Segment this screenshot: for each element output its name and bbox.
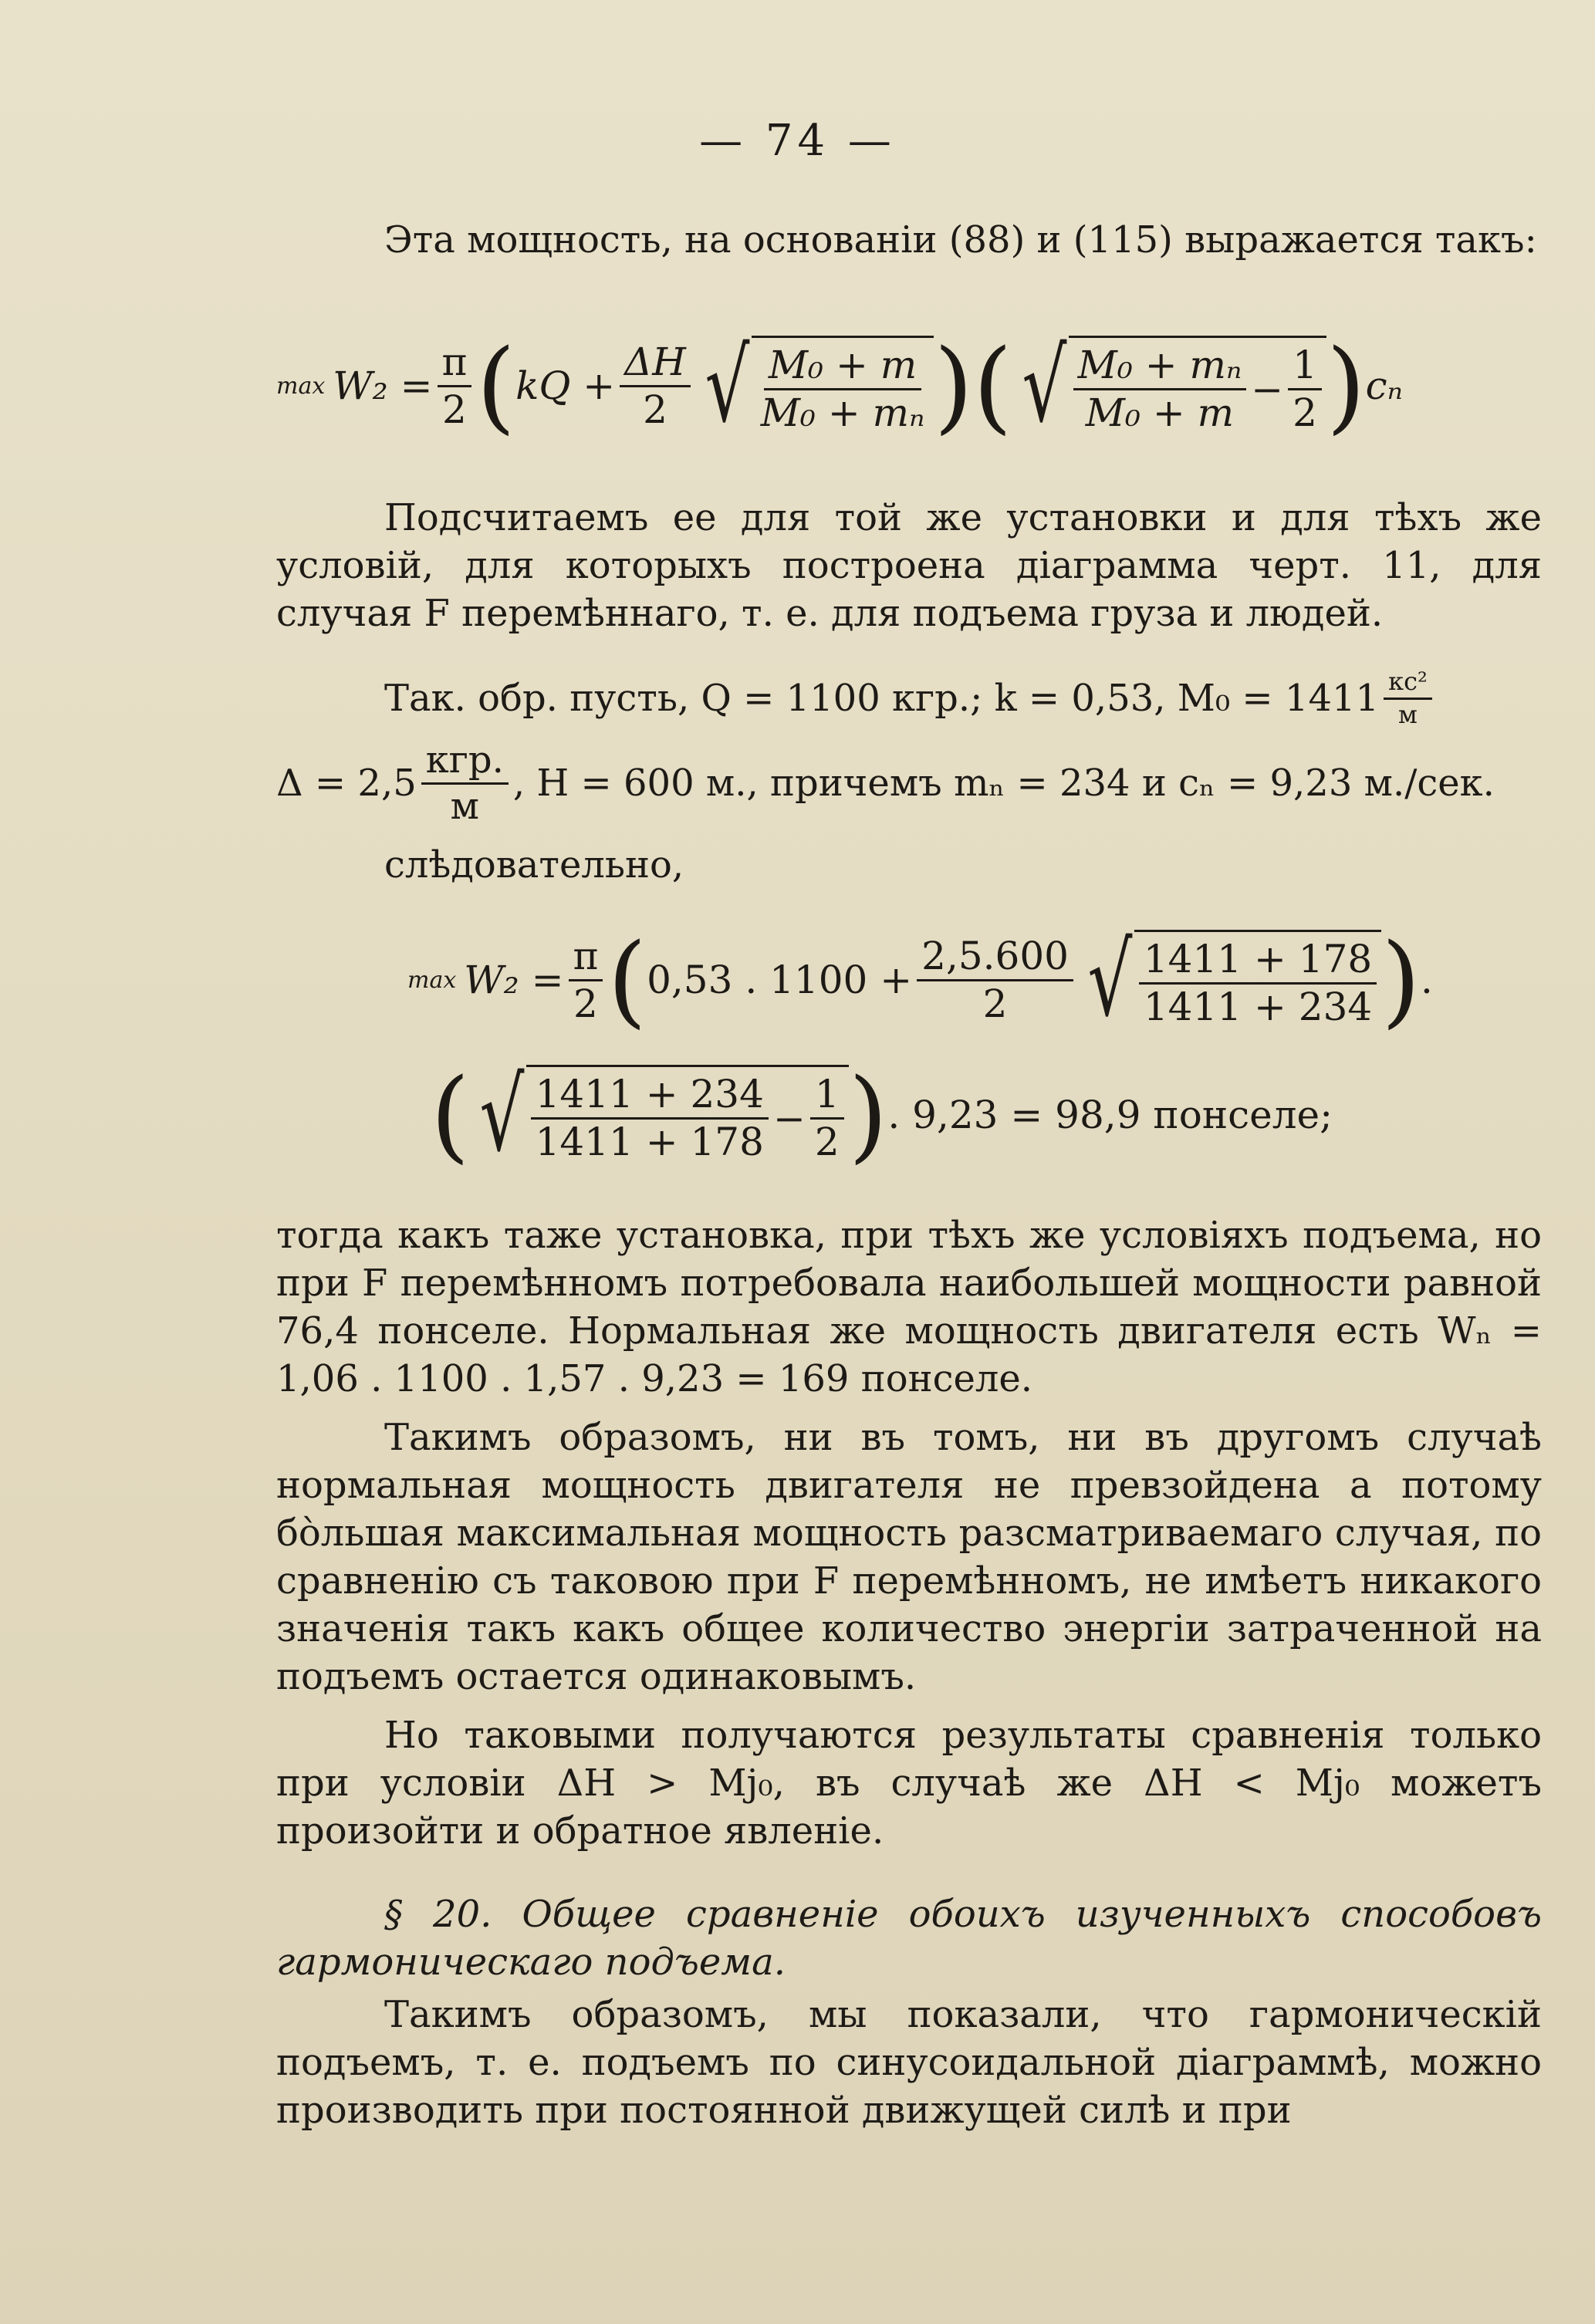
given-values-line-1: Так. обр. пусть, Q = 1100 кгр.; k = 0,53, M₀ = 1411 $\frac{\text{кс²}}{м}$ (276, 656, 1542, 741)
radical-3: √ $\frac{1411 + 178}{1411 + 234}$ (1078, 930, 1381, 1030)
paragraph-comparison: тогда какъ таже установка, при тѣхъ же условіяхъ подъема, но при F перемѣнномъ потребовала наибольшей мощности равной 76,4 понселе. Нормальная же мощность двигателя есть Wₙ = 1,06 . 1100 . 1,57 . 9,23 = 169 понселе. (276, 1214, 1542, 1400)
paragraph-intro: Эта мощность, на основаніи (88) и (115) выражается такъ: (384, 218, 1537, 262)
given-values-line-2: Δ = 2,5 $\frac{\text{кгр.}}{м}$ , H = 600 м., причемъ mₙ = 234 и cₙ = 9,23 м./сек. (276, 738, 1495, 828)
paragraph-condition: Но таковыми получаются результаты сравненія только при условіи ΔH > Mj₀, въ случаѣ же ΔH < Mj₀ можетъ произойти и обратное явленіе. (276, 1714, 1542, 1853)
page-number: — 74 — (699, 116, 896, 166)
radical-4: √ $\frac{1411 + 234}{1411 + 178}$ − $\frac{1}{2}$ (470, 1065, 849, 1165)
paragraph-harmonic: Такимъ образомъ, мы показали, что гармоническій подъемъ, т. е. подъемъ по синусоидальной діаграммѣ, можно производить при постоянной движущей силѣ и при (276, 1993, 1542, 2132)
paragraph-conclusion: Такимъ образомъ, ни въ томъ, ни въ другомъ случаѣ нормальная мощность двигателя не превзойдена а потому бо̀льшая максимальная мощность разсматриваемаго случая, по сравненію съ таковою при F перемѣнномъ, не имѣетъ никакого значенія такъ какъ общее количество энергіи затраченной на подъемъ остается одинаковымъ. (276, 1416, 1542, 1698)
radical-2: √ $\frac{\text{M₀ + mₙ}}{\text{M₀ + m}}$ − $\frac{1}{2}$ (1012, 336, 1326, 436)
radical-1: √ $\frac{\text{M₀ + m}}{\text{M₀ + mₙ}}$ (695, 336, 934, 436)
paragraph-therefore: слѣдовательно, (384, 843, 684, 887)
formula-max-w2-numeric: max W₂ = $\frac{\pi}{2}$ ( 0,53 . 1100 + $\frac{2,5.600}{2}$ √ $\frac{1411 + 178}{1411 + 234}$ ) . (407, 921, 1433, 1039)
section-heading: § 20. Общее сравненіе обоихъ изученныхъ способовъ гармоническаго подъема. (276, 1893, 1542, 1984)
formula-max-w2-general: max W₂ = $\frac{\pi}{2}$ ( kQ + $\frac{\Delta H}{2}$ √ $\frac{\text{M₀ + m}}{\text{M₀ + mₙ}}$ )( √ $\frac{\text{M₀ + mₙ}}{\text{M₀ + m}}$ − $\frac{1}{2}$ ) cₙ (276, 327, 1403, 444)
formula-result: ( √ $\frac{1411 + 234}{1411 + 178}$ − $\frac{1}{2}$ ) . 9,23 = 98,9 понселе; (431, 1056, 1333, 1174)
paragraph-compute: Подсчитаемъ ее для той же установки и для тѣхъ же условій, для которыхъ построена діаграмма черт. 11, для случая F перемѣннаго, т. е. для подъема груза и людей. (276, 496, 1542, 635)
